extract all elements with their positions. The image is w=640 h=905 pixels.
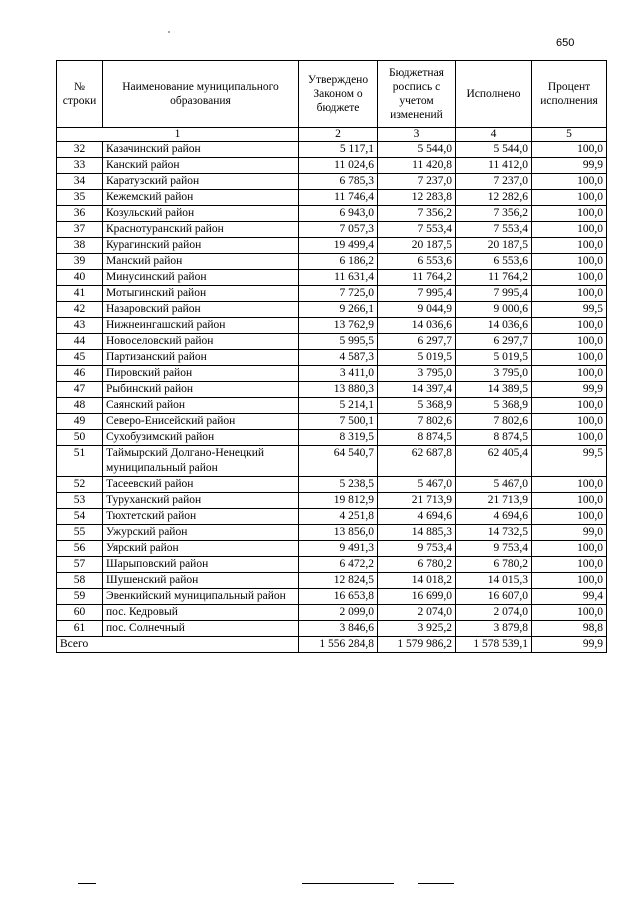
column-number-cell: 1 xyxy=(57,128,299,142)
row-number-cell: 52 xyxy=(57,477,103,493)
executed-cell: 5 019,5 xyxy=(456,350,532,366)
row-number-cell: 58 xyxy=(57,573,103,589)
municipality-name-cell: Новоселовский район xyxy=(103,334,299,350)
table-body xyxy=(57,142,607,637)
percent-cell: 99,0 xyxy=(532,525,607,541)
percent-cell: 100,0 xyxy=(532,509,607,525)
budget-cell: 7 802,6 xyxy=(378,414,456,430)
budget-cell: 14 885,3 xyxy=(378,525,456,541)
table-row xyxy=(57,525,607,541)
table-row xyxy=(57,605,607,621)
table-row xyxy=(57,589,607,605)
table-row xyxy=(57,398,607,414)
approved-cell: 6 943,0 xyxy=(299,206,378,222)
municipality-name-cell: Нижнеингашский район xyxy=(103,318,299,334)
table-row xyxy=(57,541,607,557)
municipality-name-cell: Пировский район xyxy=(103,366,299,382)
budget-cell: 7 995,4 xyxy=(378,286,456,302)
municipality-name-cell: Краснотуранский район xyxy=(103,222,299,238)
approved-cell: 11 746,4 xyxy=(299,190,378,206)
approved-cell: 11 024,6 xyxy=(299,158,378,174)
percent-cell: 100,0 xyxy=(532,573,607,589)
budget-cell: 20 187,5 xyxy=(378,238,456,254)
table-row xyxy=(57,573,607,589)
table-row xyxy=(57,382,607,398)
executed-cell: 12 282,6 xyxy=(456,190,532,206)
executed-cell: 3 795,0 xyxy=(456,366,532,382)
municipality-name-cell: Шарыповский район xyxy=(103,557,299,573)
executed-cell: 3 879,8 xyxy=(456,621,532,637)
executed-cell: 11 764,2 xyxy=(456,270,532,286)
budget-execution-table-wrapper xyxy=(56,60,606,653)
table-row xyxy=(57,302,607,318)
table-row xyxy=(57,621,607,637)
budget-cell: 5 544,0 xyxy=(378,142,456,158)
municipality-name-cell: Саянский район xyxy=(103,398,299,414)
table-row xyxy=(57,174,607,190)
header-row-number: № строки xyxy=(57,61,103,128)
row-number-cell: 43 xyxy=(57,318,103,334)
municipality-name-cell: Рыбинский район xyxy=(103,382,299,398)
budget-cell: 3 795,0 xyxy=(378,366,456,382)
row-number-cell: 35 xyxy=(57,190,103,206)
percent-cell: 100,0 xyxy=(532,493,607,509)
executed-cell: 6 780,2 xyxy=(456,557,532,573)
municipality-name-cell: Уярский район xyxy=(103,541,299,557)
executed-cell: 4 694,6 xyxy=(456,509,532,525)
budget-cell: 5 019,5 xyxy=(378,350,456,366)
table-row xyxy=(57,509,607,525)
executed-cell: 21 713,9 xyxy=(456,493,532,509)
municipality-name-cell: Тасеевский район xyxy=(103,477,299,493)
footer-rule-right xyxy=(418,883,454,884)
municipality-name-cell: Сухобузимский район xyxy=(103,430,299,446)
executed-cell: 5 368,9 xyxy=(456,398,532,414)
budget-cell: 16 699,0 xyxy=(378,589,456,605)
municipality-name-cell: Таймырский Долгано-Ненецкий муниципальный район xyxy=(103,446,299,477)
municipality-name-cell: Казачинский район xyxy=(103,142,299,158)
row-number-cell: 45 xyxy=(57,350,103,366)
budget-cell: 14 036,6 xyxy=(378,318,456,334)
table-row xyxy=(57,430,607,446)
percent-cell: 100,0 xyxy=(532,334,607,350)
percent-cell: 100,0 xyxy=(532,222,607,238)
percent-cell: 100,0 xyxy=(532,286,607,302)
budget-cell: 7 553,4 xyxy=(378,222,456,238)
total-executed: 1 578 539,1 xyxy=(456,637,532,653)
percent-cell: 100,0 xyxy=(532,318,607,334)
executed-cell: 7 356,2 xyxy=(456,206,532,222)
row-number-cell: 59 xyxy=(57,589,103,605)
executed-cell: 2 074,0 xyxy=(456,605,532,621)
row-number-cell: 48 xyxy=(57,398,103,414)
municipality-name-cell: Мотыгинский район xyxy=(103,286,299,302)
approved-cell: 4 251,8 xyxy=(299,509,378,525)
header-approved-by-law: Утверждено Законом о бюджете xyxy=(299,61,378,128)
approved-cell: 7 057,3 xyxy=(299,222,378,238)
budget-cell: 62 687,8 xyxy=(378,446,456,477)
municipality-name-cell: Шушенский район xyxy=(103,573,299,589)
approved-cell: 11 631,4 xyxy=(299,270,378,286)
municipality-name-cell: пос. Кедровый xyxy=(103,605,299,621)
executed-cell: 16 607,0 xyxy=(456,589,532,605)
executed-cell: 7 802,6 xyxy=(456,414,532,430)
table-row xyxy=(57,238,607,254)
percent-cell: 99,9 xyxy=(532,382,607,398)
header-municipality-name: Наименование муниципального образования xyxy=(103,61,299,128)
table-row xyxy=(57,286,607,302)
header-budget-schedule: Бюджетная роспись с учетом изменений xyxy=(378,61,456,128)
row-number-cell: 61 xyxy=(57,621,103,637)
row-number-cell: 39 xyxy=(57,254,103,270)
total-row xyxy=(57,637,607,653)
row-number-cell: 57 xyxy=(57,557,103,573)
percent-cell: 99,4 xyxy=(532,589,607,605)
approved-cell: 6 472,2 xyxy=(299,557,378,573)
municipality-name-cell: Северо-Енисейский район xyxy=(103,414,299,430)
approved-cell: 6 785,3 xyxy=(299,174,378,190)
percent-cell: 100,0 xyxy=(532,254,607,270)
approved-cell: 19 499,4 xyxy=(299,238,378,254)
budget-cell: 5 368,9 xyxy=(378,398,456,414)
budget-cell: 2 074,0 xyxy=(378,605,456,621)
approved-cell: 13 880,3 xyxy=(299,382,378,398)
total-budget: 1 579 986,2 xyxy=(378,637,456,653)
approved-cell: 5 238,5 xyxy=(299,477,378,493)
column-number-cell: 4 xyxy=(456,128,532,142)
total-percent: 99,9 xyxy=(532,637,607,653)
municipality-name-cell: Кежемский район xyxy=(103,190,299,206)
approved-cell: 7 725,0 xyxy=(299,286,378,302)
executed-cell: 8 874,5 xyxy=(456,430,532,446)
column-number-cell: 3 xyxy=(378,128,456,142)
approved-cell: 5 214,1 xyxy=(299,398,378,414)
municipality-name-cell: Каратузский район xyxy=(103,174,299,190)
percent-cell: 100,0 xyxy=(532,477,607,493)
percent-cell: 100,0 xyxy=(532,605,607,621)
approved-cell: 13 856,0 xyxy=(299,525,378,541)
percent-cell: 98,8 xyxy=(532,621,607,637)
row-number-cell: 60 xyxy=(57,605,103,621)
table-row xyxy=(57,190,607,206)
row-number-cell: 50 xyxy=(57,430,103,446)
executed-cell: 5 544,0 xyxy=(456,142,532,158)
table-row xyxy=(57,493,607,509)
executed-cell: 7 995,4 xyxy=(456,286,532,302)
budget-cell: 11 420,8 xyxy=(378,158,456,174)
percent-cell: 99,5 xyxy=(532,446,607,477)
table-row xyxy=(57,350,607,366)
executed-cell: 11 412,0 xyxy=(456,158,532,174)
municipality-name-cell: Манский район xyxy=(103,254,299,270)
budget-cell: 8 874,5 xyxy=(378,430,456,446)
budget-cell: 6 297,7 xyxy=(378,334,456,350)
budget-cell: 7 356,2 xyxy=(378,206,456,222)
executed-cell: 14 732,5 xyxy=(456,525,532,541)
municipality-name-cell: Ужурский район xyxy=(103,525,299,541)
budget-cell: 14 397,4 xyxy=(378,382,456,398)
approved-cell: 9 491,3 xyxy=(299,541,378,557)
percent-cell: 100,0 xyxy=(532,541,607,557)
approved-cell: 4 587,3 xyxy=(299,350,378,366)
row-number-cell: 46 xyxy=(57,366,103,382)
executed-cell: 9 000,6 xyxy=(456,302,532,318)
municipality-name-cell: Минусинский район xyxy=(103,270,299,286)
footer-rule-middle xyxy=(302,883,394,884)
table-row xyxy=(57,477,607,493)
row-number-cell: 32 xyxy=(57,142,103,158)
percent-cell: 100,0 xyxy=(532,557,607,573)
percent-cell: 100,0 xyxy=(532,190,607,206)
percent-cell: 99,5 xyxy=(532,302,607,318)
budget-cell: 12 283,8 xyxy=(378,190,456,206)
row-number-cell: 44 xyxy=(57,334,103,350)
municipality-name-cell: Эвенкийский муниципальный район xyxy=(103,589,299,605)
table-row xyxy=(57,206,607,222)
approved-cell: 64 540,7 xyxy=(299,446,378,477)
municipality-name-cell: пос. Солнечный xyxy=(103,621,299,637)
table-row xyxy=(57,270,607,286)
percent-cell: 100,0 xyxy=(532,238,607,254)
page-number: 650 xyxy=(556,37,575,49)
percent-cell: 100,0 xyxy=(532,174,607,190)
percent-cell: 100,0 xyxy=(532,142,607,158)
total-approved: 1 556 284,8 xyxy=(299,637,378,653)
row-number-cell: 47 xyxy=(57,382,103,398)
row-number-cell: 37 xyxy=(57,222,103,238)
row-number-cell: 41 xyxy=(57,286,103,302)
approved-cell: 5 995,5 xyxy=(299,334,378,350)
approved-cell: 7 500,1 xyxy=(299,414,378,430)
executed-cell: 14 015,3 xyxy=(456,573,532,589)
municipality-name-cell: Козульский район xyxy=(103,206,299,222)
municipality-name-cell: Партизанский район xyxy=(103,350,299,366)
table-row xyxy=(57,366,607,382)
approved-cell: 6 186,2 xyxy=(299,254,378,270)
budget-cell: 11 764,2 xyxy=(378,270,456,286)
column-number-cell: 2 xyxy=(299,128,378,142)
municipality-name-cell: Назаровский район xyxy=(103,302,299,318)
budget-cell: 6 780,2 xyxy=(378,557,456,573)
percent-cell: 100,0 xyxy=(532,398,607,414)
budget-cell: 14 018,2 xyxy=(378,573,456,589)
row-number-cell: 53 xyxy=(57,493,103,509)
budget-cell: 7 237,0 xyxy=(378,174,456,190)
approved-cell: 9 266,1 xyxy=(299,302,378,318)
table-row xyxy=(57,414,607,430)
row-number-cell: 36 xyxy=(57,206,103,222)
table-row xyxy=(57,446,607,477)
row-number-cell: 56 xyxy=(57,541,103,557)
approved-cell: 19 812,9 xyxy=(299,493,378,509)
percent-cell: 100,0 xyxy=(532,366,607,382)
row-number-cell: 34 xyxy=(57,174,103,190)
percent-cell: 100,0 xyxy=(532,414,607,430)
row-number-cell: 38 xyxy=(57,238,103,254)
approved-cell: 13 762,9 xyxy=(299,318,378,334)
approved-cell: 2 099,0 xyxy=(299,605,378,621)
budget-cell: 4 694,6 xyxy=(378,509,456,525)
approved-cell: 3 411,0 xyxy=(299,366,378,382)
budget-cell: 9 753,4 xyxy=(378,541,456,557)
table-row xyxy=(57,334,607,350)
row-number-cell: 54 xyxy=(57,509,103,525)
budget-execution-table xyxy=(56,60,607,653)
municipality-name-cell: Туруханский район xyxy=(103,493,299,509)
row-number-cell: 40 xyxy=(57,270,103,286)
executed-cell: 5 467,0 xyxy=(456,477,532,493)
header-executed: Исполнено xyxy=(456,61,532,128)
table-row xyxy=(57,142,607,158)
executed-cell: 7 237,0 xyxy=(456,174,532,190)
row-number-cell: 33 xyxy=(57,158,103,174)
executed-cell: 7 553,4 xyxy=(456,222,532,238)
percent-cell: 100,0 xyxy=(532,206,607,222)
column-number-cell: 5 xyxy=(532,128,607,142)
table-row xyxy=(57,318,607,334)
total-label: Всего xyxy=(57,637,299,653)
percent-cell: 100,0 xyxy=(532,430,607,446)
approved-cell: 12 824,5 xyxy=(299,573,378,589)
budget-cell: 9 044,9 xyxy=(378,302,456,318)
budget-cell: 21 713,9 xyxy=(378,493,456,509)
table-row xyxy=(57,254,607,270)
table-header xyxy=(57,61,607,142)
header-execution-percent: Процент исполнения xyxy=(532,61,607,128)
executed-cell: 14 036,6 xyxy=(456,318,532,334)
row-number-cell: 55 xyxy=(57,525,103,541)
executed-cell: 6 297,7 xyxy=(456,334,532,350)
footer-rule-left xyxy=(78,883,96,884)
scan-speck xyxy=(168,31,170,33)
municipality-name-cell: Курагинский район xyxy=(103,238,299,254)
budget-cell: 5 467,0 xyxy=(378,477,456,493)
row-number-cell: 49 xyxy=(57,414,103,430)
approved-cell: 16 653,8 xyxy=(299,589,378,605)
executed-cell: 14 389,5 xyxy=(456,382,532,398)
budget-cell: 6 553,6 xyxy=(378,254,456,270)
approved-cell: 8 319,5 xyxy=(299,430,378,446)
executed-cell: 6 553,6 xyxy=(456,254,532,270)
table-row xyxy=(57,557,607,573)
approved-cell: 5 117,1 xyxy=(299,142,378,158)
municipality-name-cell: Тюхтетский район xyxy=(103,509,299,525)
executed-cell: 9 753,4 xyxy=(456,541,532,557)
executed-cell: 20 187,5 xyxy=(456,238,532,254)
table-row xyxy=(57,158,607,174)
budget-cell: 3 925,2 xyxy=(378,621,456,637)
row-number-cell: 51 xyxy=(57,446,103,477)
percent-cell: 99,9 xyxy=(532,158,607,174)
percent-cell: 100,0 xyxy=(532,350,607,366)
row-number-cell: 42 xyxy=(57,302,103,318)
municipality-name-cell: Канский район xyxy=(103,158,299,174)
executed-cell: 62 405,4 xyxy=(456,446,532,477)
percent-cell: 100,0 xyxy=(532,270,607,286)
table-row xyxy=(57,222,607,238)
column-number-row xyxy=(57,128,607,142)
approved-cell: 3 846,6 xyxy=(299,621,378,637)
